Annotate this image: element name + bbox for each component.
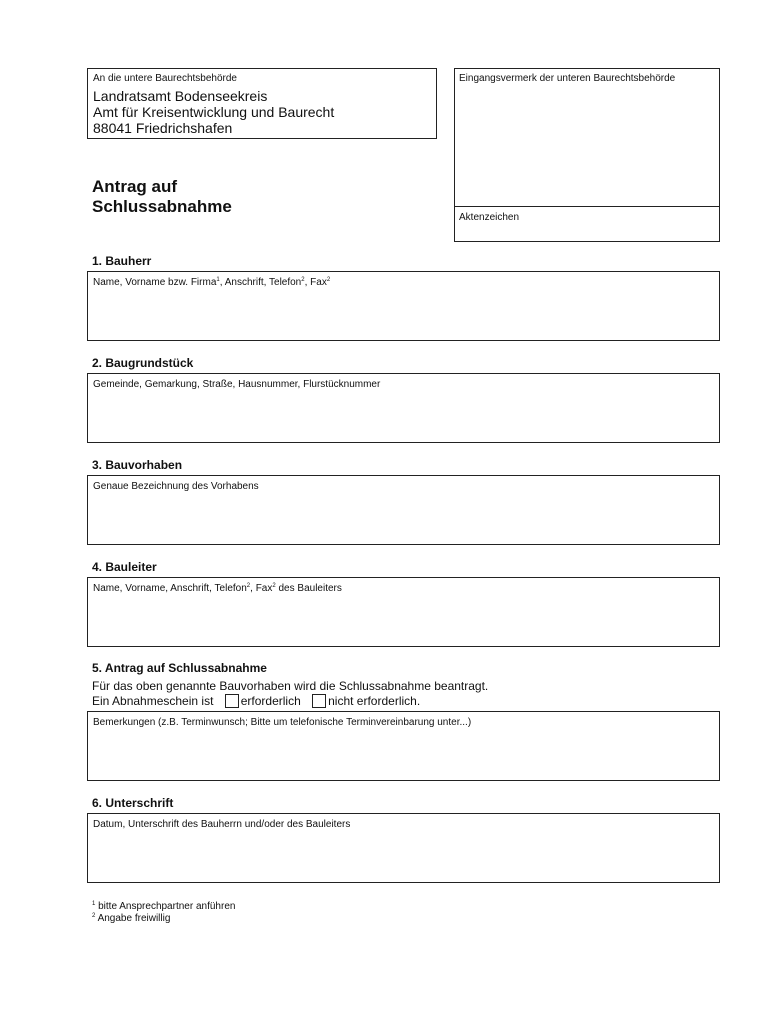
recipient-label: An die untere Baurechtsbehörde [93,73,237,84]
section-5-heading: 5. Antrag auf Schlussabnahme [92,661,267,675]
recipient-line-3: 88041 Friedrichshafen [93,120,233,136]
section-2-heading: 2. Baugrundstück [92,356,194,370]
footnote-1-text: bitte Ansprechpartner anführen [98,901,236,912]
footnote-1 [92,901,235,913]
footnote-2-text: Angabe freiwillig [97,913,171,924]
section-6-heading: 6. Unterschrift [92,796,174,810]
project-field-label: Genaue Bezeichnung des Vorhabens [93,481,259,492]
recipient-line-2: Amt für Kreisentwicklung und Baurecht [93,104,335,120]
section-1-heading: 1. Bauherr [92,254,152,268]
remarks-field-label: Bemerkungen (z.B. Terminwunsch; Bitte um telefonische Terminvereinbarung unter...) [93,717,472,728]
form-title [92,177,232,217]
intake-label: Eingangsvermerk der unteren Baurechtsbehörde [459,73,676,84]
recipient-line-1: Landratsamt Bodenseekreis [93,88,268,104]
section-3-heading: 3. Bauvorhaben [92,458,183,472]
section-4-heading: 4. Bauleiter [92,560,157,574]
intake-stamp-box [454,68,720,242]
site-manager-field[interactable] [87,577,720,647]
site-manager-field-label: Name, Vorname, Anschrift, Telefon$^2$, Fax$^2$ des Bauleiters [93,583,342,594]
property-field[interactable] [87,373,720,443]
form-title-line-1: Antrag auf [92,177,177,196]
signature-field-label: Datum, Unterschrift des Bauherrn und/oder des Bauleiters [93,819,351,830]
required-option-label: erforderlich [240,694,301,708]
recipient-address-box [87,68,437,139]
file-reference-label: Aktenzeichen [459,212,520,223]
certificate-label: Ein Abnahmeschein ist [92,694,214,708]
footnote-1-mark: 1 [92,901,96,907]
remarks-field[interactable] [87,711,720,781]
required-checkbox[interactable] [225,694,239,708]
builder-field[interactable] [87,271,720,341]
certificate-row [92,694,420,708]
builder-field-label: Name, Vorname bzw. Firma$^1$, Anschrift, Telefon$^2$, Fax$^2$ [93,277,331,288]
property-field-label: Gemeinde, Gemarkung, Straße, Hausnummer, Flurstücknummer [93,379,381,390]
not-required-option-label: nicht erforderlich. [328,694,421,708]
intake-divider [455,206,719,207]
application-statement: Für das oben genannte Bauvorhaben wird die Schlussabnahme beantragt. [92,679,489,693]
not-required-checkbox[interactable] [312,694,326,708]
signature-field[interactable] [87,813,720,883]
footnote-2 [92,913,170,925]
form-title-line-2: Schlussabnahme [92,197,232,216]
project-field[interactable] [87,475,720,545]
footnote-2-mark: 2 [92,913,96,919]
